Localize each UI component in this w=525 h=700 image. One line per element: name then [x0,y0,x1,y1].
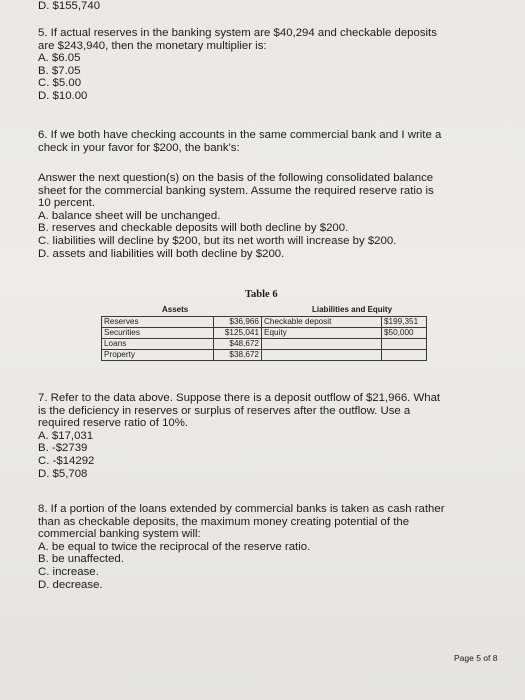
question-7-option-a: A. $17,031 [38,429,94,442]
question-5-option-d: D. $10.00 [38,89,88,102]
liability-value [382,350,427,361]
table-row [102,317,427,328]
passage-line-2: sheet for the commercial banking system. Assume the required reserve ratio is [38,184,434,197]
asset-name: Loans [102,339,214,350]
question-5 [38,27,437,103]
assets-header: Assets [162,305,189,314]
question-5-option-a: A. $6.05 [38,52,81,65]
table-row [102,328,427,339]
question-8-stem-line-3: commercial banking system will: [38,528,201,541]
asset-value: $36,966 [214,317,262,328]
page-number: Page 5 of 8 [454,653,498,663]
passage-line-3: 10 percent. [38,197,95,210]
question-5-option-b: B. $7.05 [38,64,81,77]
liability-name [262,350,382,361]
question-5-stem-line-1: 5. If actual reserves in the banking system are $40,294 and checkable deposits [38,27,437,39]
liability-value: $199,351 [382,317,427,328]
asset-name: Securities [102,328,214,339]
question-8-stem-line-2: than as checkable deposits, the maximum money creating potential of the [38,515,410,528]
passage-option-d: D. assets and liabilities will both decline by $200. [38,247,285,260]
table-caption: Table 6 [245,289,278,300]
question-5-stem-line-2: are $243,940, then the monetary multiplier is: [38,39,267,52]
asset-name: Reserves [102,317,214,328]
balance-sheet-table [101,316,427,361]
table-row [102,350,427,361]
question-8-option-b: B. be unaffected. [38,553,124,566]
asset-name: Property [102,350,214,361]
question-8-option-c: C. increase. [38,565,99,578]
question-5-option-c: C. $5.00 [38,77,82,90]
option-d: D. $155,740 [38,0,101,12]
question-6 [38,129,441,154]
question-8 [38,503,445,591]
liability-value: $50,000 [382,328,427,339]
liability-value [382,339,427,350]
asset-value: $125,041 [214,328,262,339]
question-7-option-d: D. $5,708 [38,467,88,480]
previous-question-option [38,0,100,13]
question-7-stem-line-2: is the deficiency in reserves or surplus of reserves after the outflow. Use a [38,404,411,417]
passage-line-1: Answer the next question(s) on the basis of the following consolidated balance [38,172,434,184]
liability-name: Checkable deposit [262,317,382,328]
asset-value: $48,672 [214,339,262,350]
question-7-stem-line-3: required reserve ratio of 10%. [38,417,189,430]
question-8-option-d: D. decrease. [38,578,103,591]
question-8-stem-line-1: 8. If a portion of the loans extended by commercial banks is taken as cash rather [38,503,445,515]
passage-option-c: C. liabilities will decline by $200, but its net worth will increase by $200. [38,234,397,247]
question-7-option-c: C. -$14292 [38,454,95,467]
liability-name [262,339,382,350]
table-row [102,339,427,350]
question-6-stem-line-2: check in your favor for $200, the bank's: [38,141,240,154]
question-7 [38,392,440,480]
passage-option-b: B. reserves and checkable deposits will both decline by $200. [38,222,349,235]
liability-name: Equity [262,328,382,339]
question-6-stem-line-1: 6. If we both have checking accounts in the same commercial bank and I write a [38,129,442,141]
passage-option-a: A. balance sheet will be unchanged. [38,209,221,222]
table-passage [38,172,434,260]
asset-value: $38,672 [214,350,262,361]
question-7-option-b: B. -$2739 [38,442,88,455]
liabilities-header: Liabilities and Equity [312,305,393,314]
question-7-stem-line-1: 7. Refer to the data above. Suppose there is a deposit outflow of $21,966. What [38,392,441,404]
question-8-option-a: A. be equal to twice the reciprocal of the reserve ratio. [38,540,311,553]
